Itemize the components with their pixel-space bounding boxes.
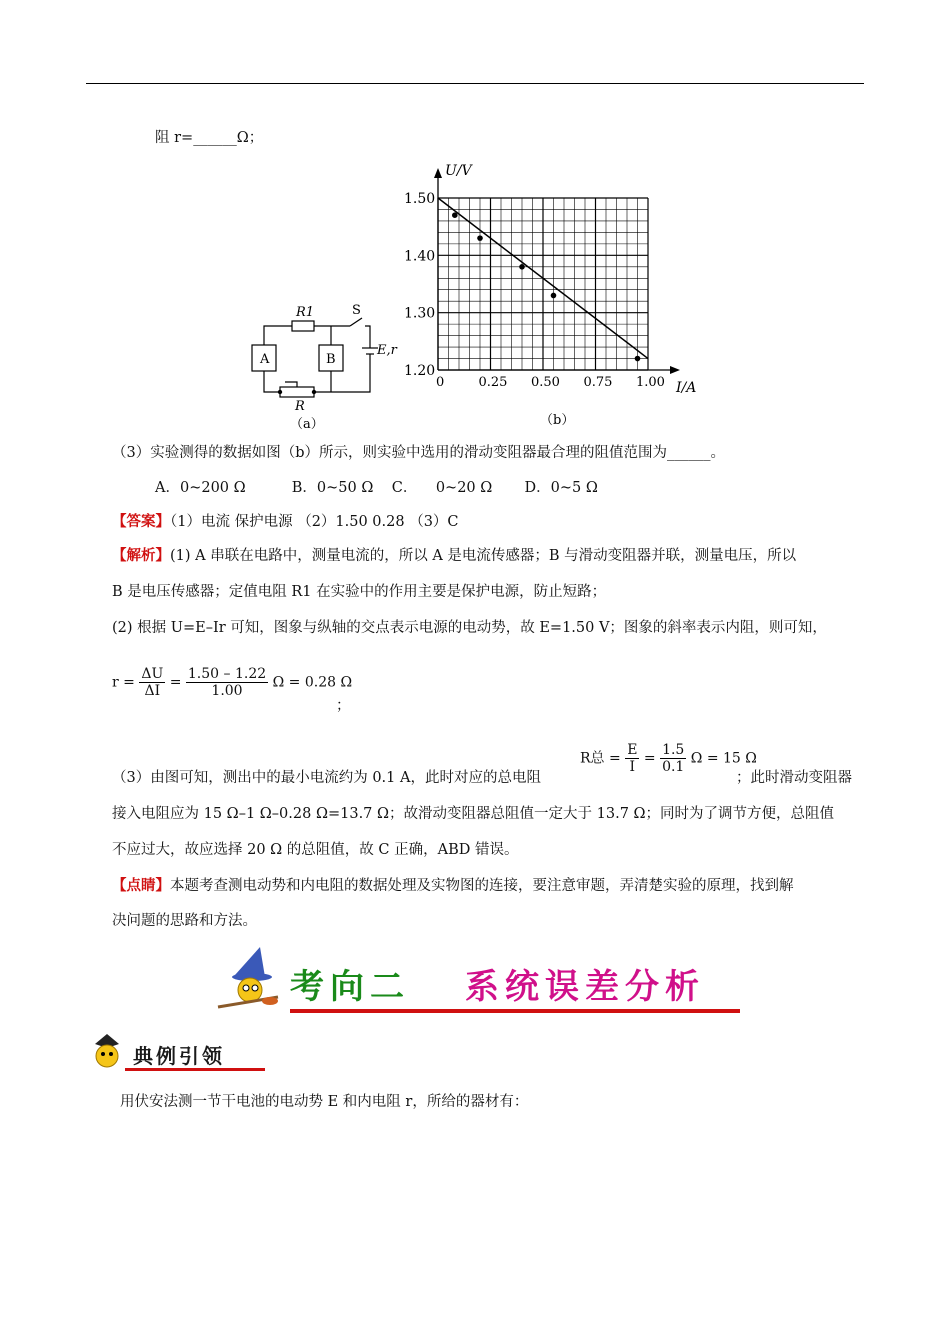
fraction-numbers bbox=[660, 742, 686, 775]
analysis-line-5: 接入电阻应为 15 Ω–1 Ω–0.28 Ω=13.7 Ω；故滑动变阻器总阻值一定大于 13.7 Ω；同时为了调节方便，总阻值 bbox=[112, 806, 835, 822]
formula-internal-resistance: r = $\frac{\Delta U}{\Delta I}$ = $\frac{1.50 - 1.22}{1.00}$ Ω = 0.28 Ω bbox=[112, 666, 353, 699]
x-tick-label: 0.25 bbox=[478, 375, 508, 390]
analysis-line-4a: （3）由图可知，测出中的最小电流约为 0.1 A，此时对应的总电阻 bbox=[112, 770, 541, 786]
formula-r-end: ； bbox=[336, 698, 351, 714]
formula-R-rhs: Ω = 15 Ω bbox=[690, 750, 757, 767]
y-axis-label: U/V bbox=[445, 163, 472, 179]
x-axis-label: I/A bbox=[676, 380, 697, 396]
tip-tag: 【点睛】 bbox=[112, 877, 170, 894]
x-arrow-icon bbox=[670, 366, 680, 374]
graph-axes bbox=[438, 172, 676, 370]
circuit-diagram bbox=[252, 318, 378, 397]
formula-r-rhs: Ω = 0.28 Ω bbox=[272, 674, 353, 691]
frac-den-1: ΔI bbox=[144, 683, 161, 699]
switch-label: S bbox=[352, 303, 361, 318]
y-tick-label: 1.20 bbox=[404, 363, 436, 379]
analysis-line-2: B 是电压传感器；定值电阻 R1 在实验中的作用主要是保护电源，防止短路； bbox=[112, 584, 607, 600]
analysis-line-4b: ；此时滑动变阻器 bbox=[736, 770, 852, 786]
header-fragment: 阻 r=______Ω； bbox=[155, 130, 264, 146]
formula-r-lhs: r = bbox=[112, 674, 135, 691]
tip-text-1: 本题考查测电动势和内电阻的数据处理及实物图的连接，要注意审题，弄清楚实验的原理，找到解 bbox=[170, 878, 794, 894]
x-tick-label: 0 bbox=[436, 375, 445, 390]
wizard-mascot-icon bbox=[210, 945, 290, 1015]
banner-right-text: 系统误差分析 bbox=[465, 967, 705, 1007]
y-tick-label: 1.40 bbox=[404, 248, 436, 265]
y-tick-label: 1.50 bbox=[404, 191, 436, 207]
sub-banner bbox=[85, 1030, 265, 1075]
answer-text: （1）电流 保护电源 （2）1.50 0.28 （3）C bbox=[170, 514, 459, 530]
fraction-delta bbox=[139, 666, 165, 699]
answer-line bbox=[112, 512, 459, 532]
experiment-figure bbox=[240, 158, 710, 438]
tip-line-1 bbox=[112, 876, 794, 896]
fraction-EI bbox=[625, 742, 639, 775]
frac-num-2: 1.50 – 1.22 bbox=[187, 666, 267, 682]
sub-banner-text: 典例引领 bbox=[133, 1044, 225, 1068]
caption-b: （b） bbox=[540, 413, 575, 428]
analysis-line-3: (2) 根据 U=E–Ir 可知，图象与纵轴的交点表示电源的电动势，故 E=1.50 V；图象的斜率表示内阻，则可知， bbox=[112, 620, 827, 636]
x-tick-label: 0.75 bbox=[583, 375, 613, 390]
analysis-line-6: 不应过大，故应选择 20 Ω 的总阻值，故 C 正确，ABD 错误。 bbox=[112, 842, 519, 858]
graph-grid bbox=[438, 198, 648, 370]
data-point bbox=[519, 264, 525, 270]
question-3: （3）实验测得的数据如图（b）所示，则实验中选用的滑动变阻器最合理的阻值范围为______。 bbox=[112, 445, 726, 461]
analysis-tag: 【解析】 bbox=[112, 547, 170, 564]
y-tick-label: 1.30 bbox=[404, 305, 436, 322]
y-arrow-icon bbox=[434, 168, 442, 178]
formula-total-resistance: R总 = $\frac{E}{I}$ = $\frac{1.5}{0.1}$ Ω = 15 Ω bbox=[580, 742, 757, 775]
frac-den-4: 0.1 bbox=[662, 759, 685, 775]
meter-b-label: B bbox=[326, 352, 336, 367]
rheostat-label: R bbox=[295, 399, 305, 414]
sub-banner-underline bbox=[125, 1068, 265, 1071]
y-tick-labels bbox=[404, 191, 435, 379]
tip-line-2: 决问题的思路和方法。 bbox=[112, 913, 257, 929]
frac-den-3: I bbox=[629, 759, 636, 775]
mascot-icon bbox=[85, 1030, 130, 1075]
x-tick-labels bbox=[436, 375, 665, 390]
data-point bbox=[452, 212, 458, 218]
banner-left-text: 考向二 bbox=[290, 967, 410, 1007]
analysis-line-1 bbox=[112, 546, 796, 566]
answer-tag: 【答案】 bbox=[112, 513, 170, 530]
formula-R-lhs: R总 = bbox=[580, 750, 621, 767]
x-tick-label: 1.00 bbox=[636, 375, 665, 390]
meter-a-label: A bbox=[260, 352, 270, 367]
caption-a: （a） bbox=[290, 417, 324, 432]
frac-den-2: 1.00 bbox=[211, 683, 243, 699]
options-line: A．0~200 Ω B．0~50 Ω C． 0~20 Ω D．0~5 Ω bbox=[155, 480, 598, 496]
fraction-values bbox=[186, 666, 268, 699]
data-point bbox=[551, 293, 557, 299]
section-banner bbox=[210, 945, 740, 1015]
data-point bbox=[635, 356, 641, 362]
frac-num-4: 1.5 bbox=[662, 742, 685, 758]
battery-label: E,r bbox=[377, 343, 397, 358]
r1-label: R1 bbox=[296, 305, 315, 320]
data-point bbox=[477, 235, 483, 241]
header-rule bbox=[86, 83, 864, 84]
frac-num-3: E bbox=[627, 742, 638, 758]
x-tick-label: 0.50 bbox=[531, 375, 560, 390]
frac-num-1: ΔU bbox=[141, 666, 164, 682]
analysis-text-1: (1) A 串联在电路中，测量电流的，所以 A 是电流传感器；B 与滑动变阻器并联，测量电压，所以 bbox=[170, 548, 797, 564]
bottom-text: 用伏安法测一节干电池的电动势 E 和内电阻 r，所给的器材有： bbox=[120, 1094, 529, 1110]
banner-underline bbox=[290, 1009, 740, 1013]
